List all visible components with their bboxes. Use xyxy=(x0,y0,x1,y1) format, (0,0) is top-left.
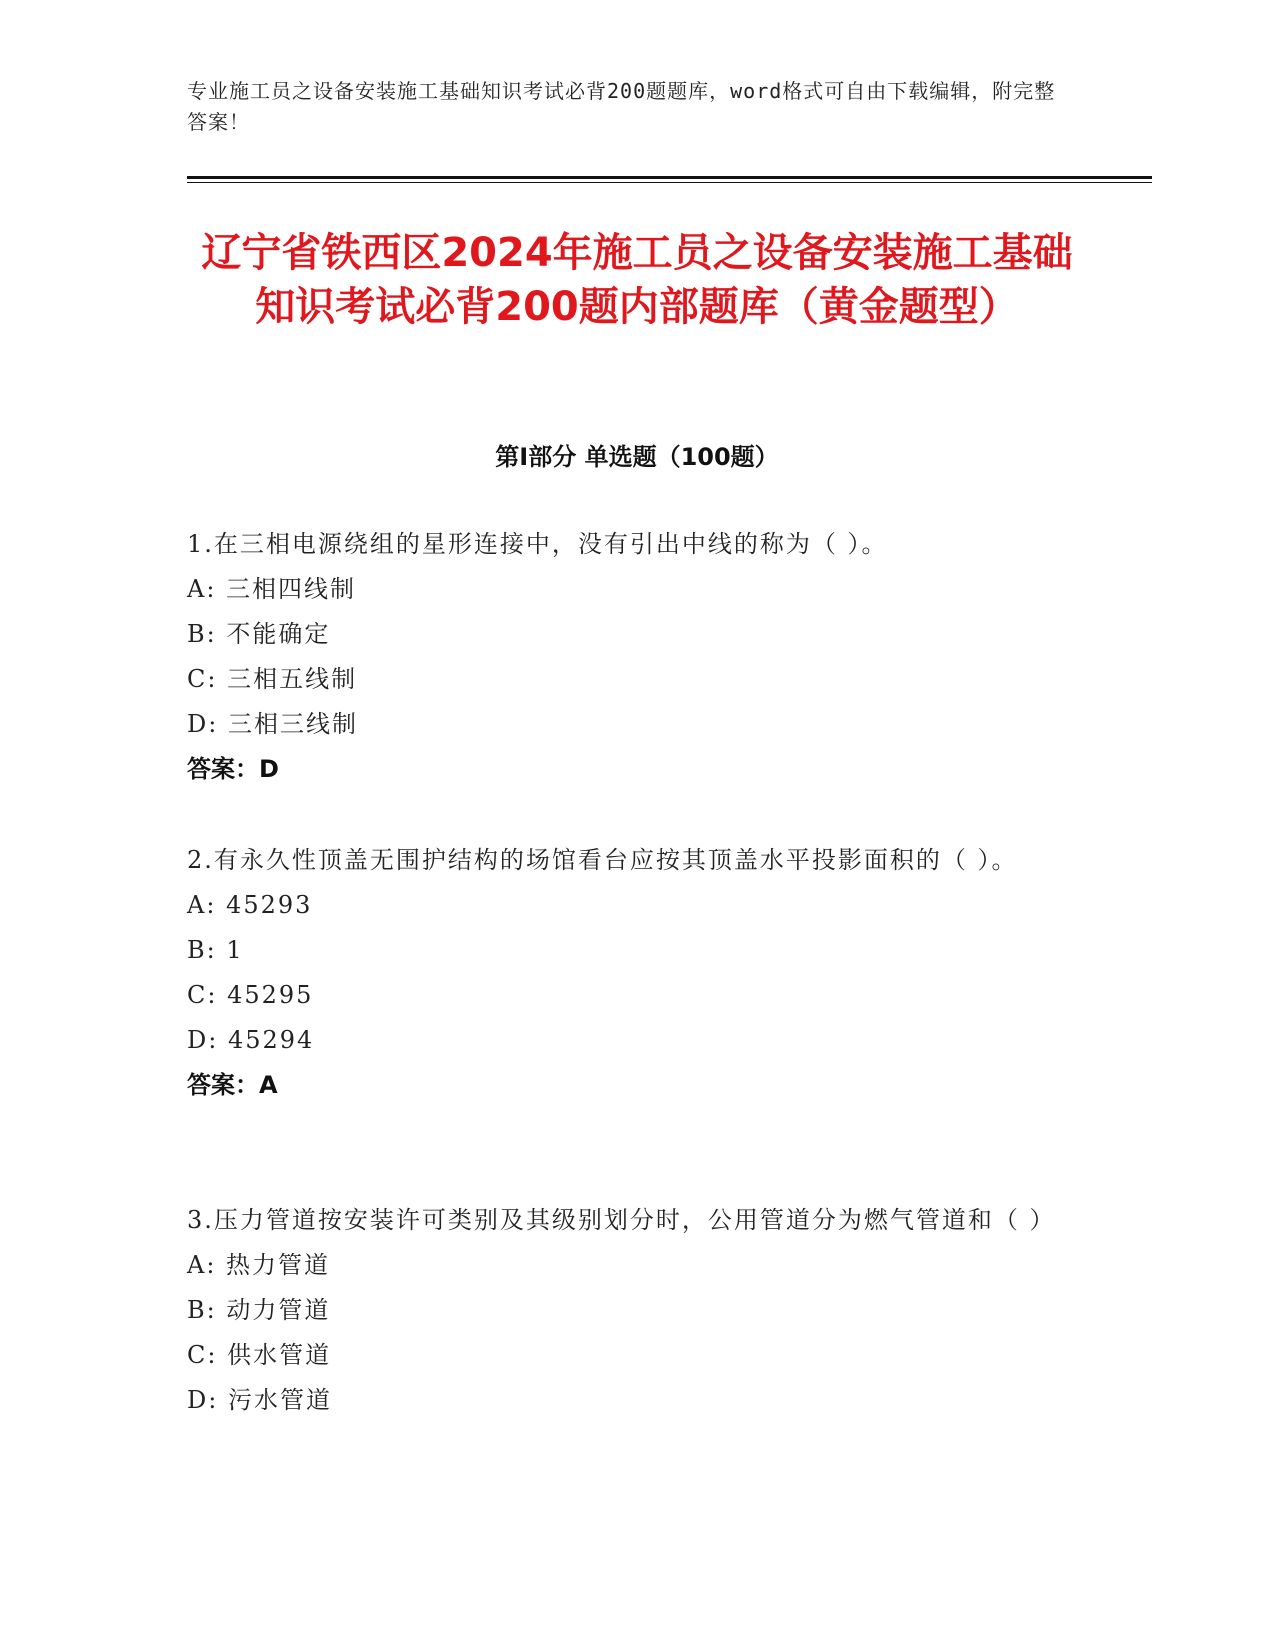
question-1 xyxy=(187,522,1067,792)
option-d: D: 三相三线制 xyxy=(187,710,358,738)
option-a: A: 热力管道 xyxy=(187,1251,331,1279)
option-c: C: 三相五线制 xyxy=(187,665,358,693)
answer: 答案：A xyxy=(187,1071,278,1099)
option-b: B: 不能确定 xyxy=(187,620,331,648)
document-title: 辽宁省铁西区2024年施工员之设备安装施工基础知识考试必背200题内部题库（黄金题型） xyxy=(201,230,1073,330)
option-d: D: 45294 xyxy=(187,1026,315,1054)
answer: 答案：D xyxy=(187,755,279,783)
option-c: C: 45295 xyxy=(187,981,314,1009)
question-2 xyxy=(187,838,1067,1108)
section-heading: 第I部分 单选题（100题） xyxy=(495,443,779,471)
header-divider-thin xyxy=(187,182,1152,183)
option-b: B: 动力管道 xyxy=(187,1296,331,1324)
question-3 xyxy=(187,1198,1067,1423)
question-stem: 1.在三相电源绕组的星形连接中，没有引出中线的称为（ ）。 xyxy=(187,530,888,558)
option-a: A: 45293 xyxy=(187,891,313,919)
option-a: A: 三相四线制 xyxy=(187,575,357,603)
header-divider-thick xyxy=(187,176,1152,179)
question-stem: 3.压力管道按安装许可类别及其级别划分时，公用管道分为燃气管道和（ ） xyxy=(187,1206,1056,1234)
option-d: D: 污水管道 xyxy=(187,1386,332,1414)
header-note: 专业施工员之设备安装施工基础知识考试必背200题题库，word格式可自由下载编辑，附完整答案！ xyxy=(187,79,1056,134)
question-stem: 2.有永久性顶盖无围护结构的场馆看台应按其顶盖水平投影面积的（ ）。 xyxy=(187,846,1018,874)
option-b: B: 1 xyxy=(187,936,244,964)
option-c: C: 供水管道 xyxy=(187,1341,332,1369)
